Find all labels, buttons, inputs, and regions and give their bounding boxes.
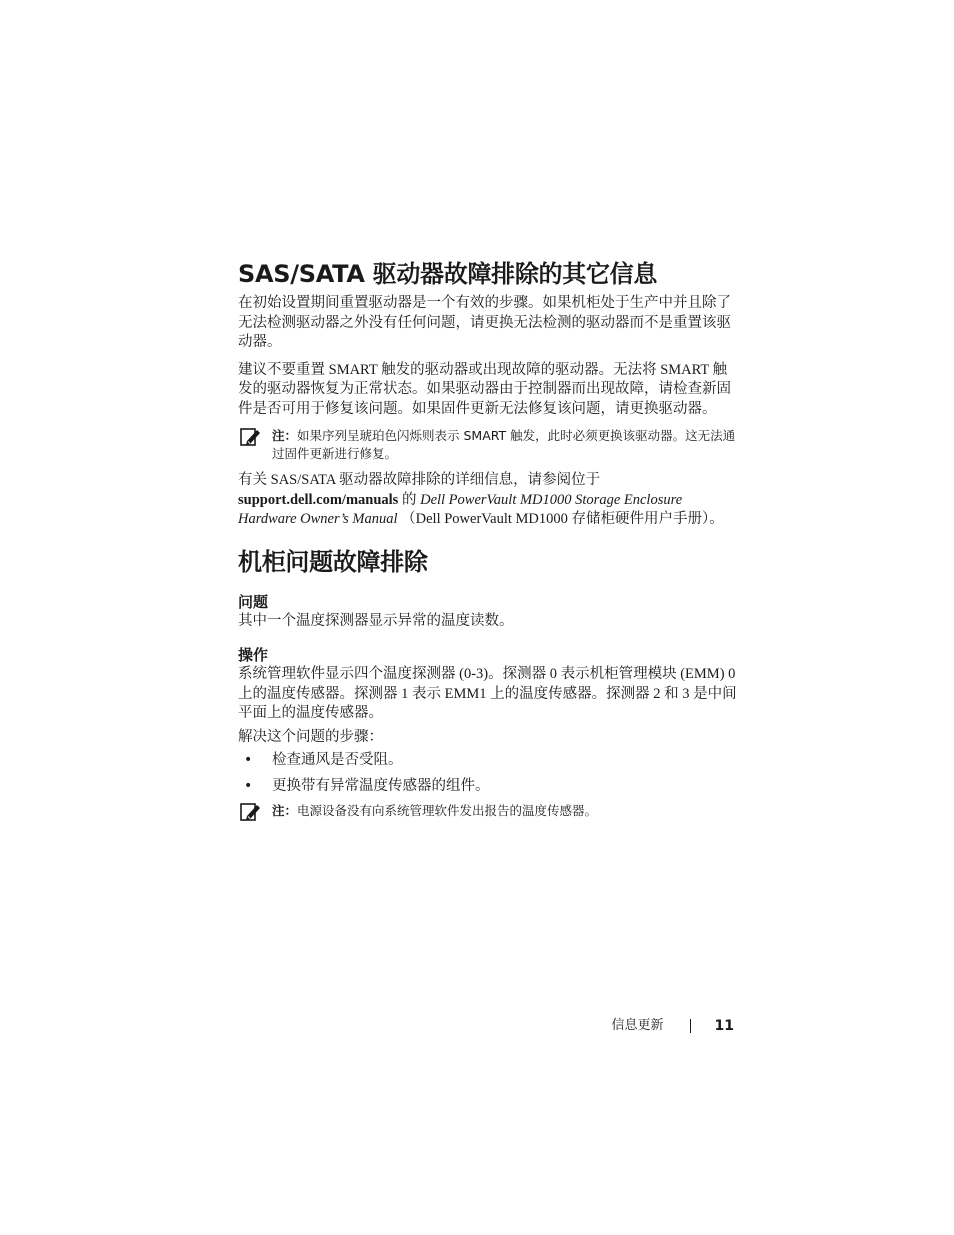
note-pencil-icon [240,802,262,822]
list-item-text: 检查通风是否受阻。 [272,752,403,768]
paragraph-more-info [238,471,738,530]
note-text: 如果序列呈琥珀色闪烁则表示 SMART 触发，此时必须更换该驱动器。这无法通过固件更新进行修复。 [272,428,736,461]
more-info-prefix: 有关 SAS/SATA 驱动器故障排除的详细信息，请参阅位于 [238,472,601,488]
list-item-text: 更换带有异常温度传感器的组件。 [272,777,490,794]
section-title-sas-sata: SAS/SATA 驱动器故障排除的其它信息 [238,260,658,288]
page-number: 11 [714,1018,734,1034]
bullet-icon: • [244,777,253,794]
page-footer [612,1016,735,1036]
bullet-icon: • [244,752,253,768]
page-content [238,258,738,820]
problem-text: 其中一个温度探测器显示异常的温度读数。 [238,612,514,629]
action-heading: 操作 [238,646,269,664]
list-item [238,777,738,797]
note-smart-amber [238,427,738,463]
paragraph-smart-drive: 建议不要重置 SMART 触发的驱动器或出现故障的驱动器。无法将 SMART 触发的驱动器恢复为正常状态。如果驱动器由于控制器而出现故障，请检查新固件是否可用于修复该问题。如果固件更新无法修复该问题，请更换驱动器。 [238,361,731,417]
steps-intro: 解决这个问题的步骤： [238,728,383,745]
more-info-suffix: （Dell PowerVault MD1000 存储柜硬件用户手册）。 [397,511,724,527]
problem-heading: 问题 [238,592,269,611]
footer-divider [690,1019,691,1033]
note-pencil-icon [240,427,262,447]
note-label: 注： [272,803,298,818]
manual-title: Dell PowerVault MD1000 Storage Enclosure Hardware Owner’s Manual [238,491,683,527]
more-info-de: 的 [398,491,421,508]
note-label: 注： [272,428,298,443]
paragraph-reset-drive: 在初始设置期间重置驱动器是一个有效的步骤。如果机柜处于生产中并且除了无法检测驱动器之外没有任何问题，请更换无法检测的驱动器而不是重置该驱动器。 [238,295,731,350]
steps-list [238,751,738,796]
note-text: 电源设备没有向系统管理软件发出报告的温度传感器。 [297,803,598,818]
footer-section-name: 信息更新 [611,1018,664,1033]
section-title-enclosure: 机柜问题故障排除 [238,547,428,576]
list-item [238,751,738,771]
note-power-supply [238,802,738,820]
support-link[interactable]: support.dell.com/manuals [238,491,399,508]
action-text: 系统管理软件显示四个温度探测器 (0-3)。探测器 0 表示机柜管理模块 (EMM) 0 上的温度传感器。探测器 1 表示 EMM1 上的温度传感器。探测器 2 和 3 是中间平面上的温度传感器。 [238,666,737,721]
